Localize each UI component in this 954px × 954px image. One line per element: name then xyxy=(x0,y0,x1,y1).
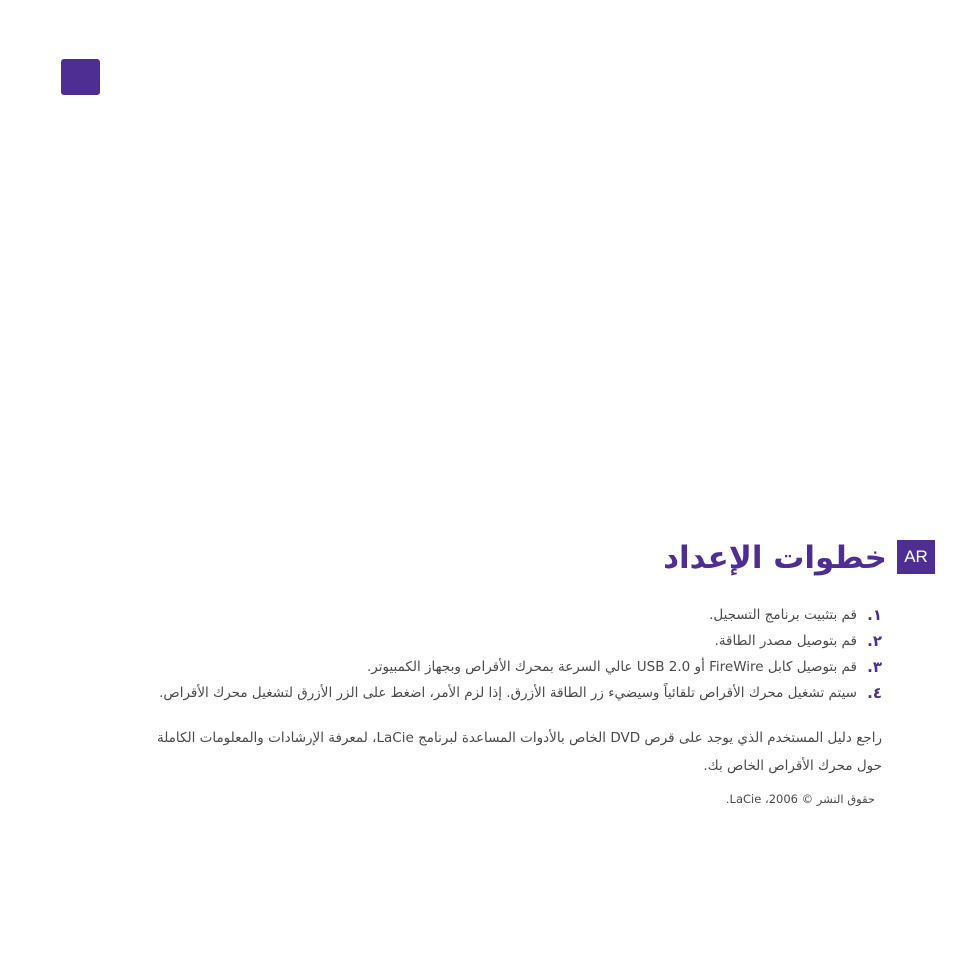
language-badge: AR xyxy=(897,540,935,574)
user-manual-note: راجع دليل المستخدم الذي يوجد على قرص DVD الخاص بالأدوات المساعدة لبرنامج LaCie، لمعرفة الإرشادات والمعلومات الكاملة حول محرك الأقراص الخاص بك. xyxy=(156,730,882,774)
step-item xyxy=(150,680,882,706)
step-text: قم بتثبيت برنامج التسجيل. xyxy=(709,607,857,623)
section-header xyxy=(150,536,935,578)
steps-list xyxy=(150,602,882,706)
step-text: قم بتوصيل كابل FireWire أو USB 2.0 عالي السرعة بمحرك الأقراص وبجهاز الكمبيوتر. xyxy=(366,659,857,675)
step-text: قم بتوصيل مصدر الطاقة. xyxy=(714,633,857,649)
step-item xyxy=(150,654,882,680)
step-item xyxy=(150,628,882,654)
setup-steps-section xyxy=(150,536,935,808)
copyright-notice: حقوق النشر © 2006، LaCie. xyxy=(725,792,875,806)
step-number: ٣. xyxy=(867,658,882,676)
step-number: ١. xyxy=(867,606,882,624)
step-number: ٤. xyxy=(867,684,882,702)
step-item xyxy=(150,602,882,628)
section-title: خطوات الإعداد xyxy=(663,540,887,576)
step-number: ٢. xyxy=(867,632,882,650)
step-text: سيتم تشغيل محرك الأقراص تلقائياً وسيضيء زر الطاقة الأزرق. إذا لزم الأمر، اضغط على الزر الأزرق لتشغيل محرك الأقراص. xyxy=(159,685,857,701)
corner-color-tab xyxy=(61,59,100,95)
